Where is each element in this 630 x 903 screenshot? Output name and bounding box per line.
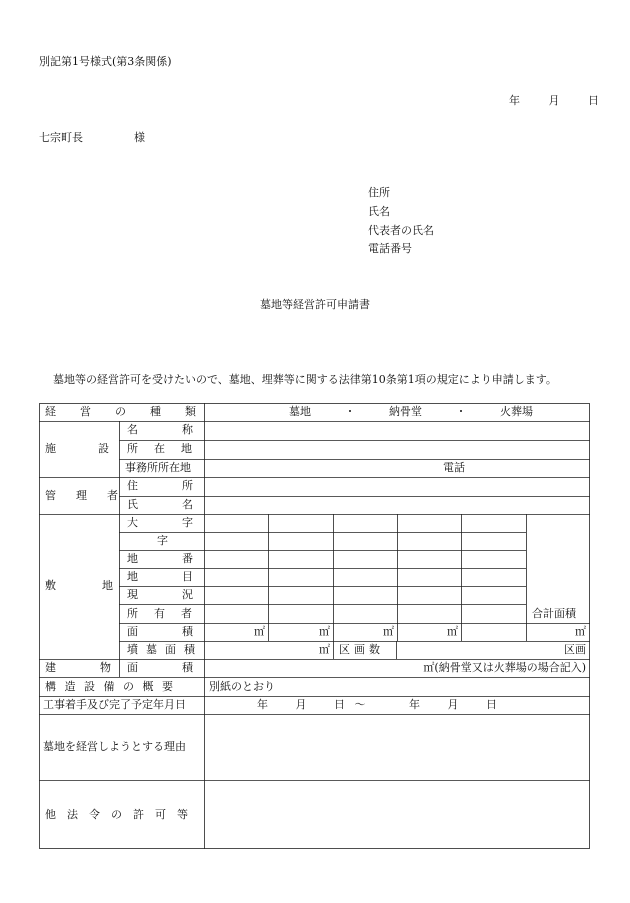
other-permits-input-area[interactable] — [206, 782, 588, 847]
sqm: ㎡ — [575, 625, 586, 638]
plots-unit: 区画 — [564, 643, 586, 656]
body-text: 墓地等の経営許可を受けたいので、墓地、埋葬等に関する法律第10条第1項の規定により申請します。 — [53, 373, 557, 386]
facility-phone-label: 電話 — [443, 461, 465, 474]
end-month: 月 — [447, 698, 459, 711]
date-year: 年 — [509, 94, 520, 107]
structure-label: 構造設備の概要 — [45, 680, 182, 693]
structure-value: 別紙のとおり — [209, 680, 275, 693]
applicant-representative: 代表者の氏名 — [368, 224, 434, 237]
option-cemetery[interactable]: 墓地 — [289, 405, 311, 418]
aza-label: 字 — [157, 534, 168, 547]
sqm: ㎡ — [447, 625, 458, 638]
date-line — [509, 92, 599, 108]
genkyo-label: 現況 — [127, 588, 237, 601]
reason-label: 墓地を経営しようとする理由 — [43, 740, 186, 753]
applicant-phone: 電話番号 — [368, 242, 412, 255]
area-unit-total — [462, 624, 586, 640]
building-note: (納骨堂又は火葬場の場合記入) — [434, 661, 586, 674]
sqm: ㎡ — [383, 625, 394, 638]
sqm: ㎡ — [254, 625, 265, 638]
document-title: 墓地等経営許可申請書 — [260, 298, 370, 311]
form-number: 別記第1号様式(第3条関係) — [39, 55, 172, 68]
sqm: ㎡ — [423, 661, 435, 674]
sqm: ㎡ — [319, 643, 330, 656]
other-permits-label: 他法令の許可等 — [45, 808, 199, 821]
type-label — [45, 404, 220, 420]
area-label: 面積 — [127, 625, 237, 638]
facility-office-label: 事務所所在地 — [125, 461, 191, 474]
start-day: 日 — [334, 698, 345, 711]
application-form-table — [39, 403, 590, 849]
site-label: 敷地 — [45, 579, 159, 592]
type-label-text: 経営の種類 — [45, 405, 220, 418]
area-unit-2 — [269, 624, 330, 640]
reason-input-area[interactable] — [206, 716, 588, 779]
plots-label: 区画数 — [339, 643, 384, 656]
date-day: 日 — [588, 94, 599, 107]
range-tilde: 〜 — [354, 698, 366, 711]
manager-label: 管理者 — [45, 489, 138, 502]
oaza-label: 大字 — [127, 516, 237, 529]
manager-address-label: 住所 — [127, 479, 237, 492]
owner-label: 所有者 — [127, 607, 208, 620]
area-unit-4 — [398, 624, 458, 640]
option-sep-2: ・ — [455, 405, 467, 418]
start-month: 月 — [295, 698, 307, 711]
addressee-suffix: 様 — [134, 131, 145, 144]
applicant-address: 住所 — [368, 186, 390, 199]
end-day: 日 — [486, 698, 497, 711]
facility-label: 施設 — [45, 442, 151, 455]
chimoku-label: 地目 — [127, 570, 237, 583]
grave-area-label: 墳墓面積 — [127, 643, 203, 656]
chiban-label: 地番 — [127, 552, 237, 565]
total-area-label: 合計面積 — [532, 607, 576, 620]
grave-area-unit — [269, 642, 330, 658]
end-year: 年 — [409, 698, 420, 711]
option-ossuary[interactable]: 納骨堂 — [389, 405, 422, 418]
applicant-name: 氏名 — [368, 205, 390, 218]
manager-name-label: 氏名 — [127, 498, 237, 511]
addressee: 七宗町長 — [39, 131, 83, 144]
area-unit-1 — [205, 624, 265, 640]
sqm: ㎡ — [319, 625, 330, 638]
building-area-label: 面積 — [127, 661, 237, 674]
building-label: 建物 — [45, 661, 155, 674]
start-year: 年 — [257, 698, 268, 711]
schedule-dates — [257, 697, 497, 713]
type-options — [289, 404, 533, 420]
date-month: 月 — [548, 94, 560, 107]
option-sep-1: ・ — [344, 405, 356, 418]
building-area-value — [205, 660, 586, 676]
schedule-label: 工事着手及び完了予定年月日 — [43, 698, 186, 711]
facility-location-label: 所在地 — [127, 442, 208, 455]
area-unit-3 — [334, 624, 394, 640]
option-crematorium[interactable]: 火葬場 — [500, 405, 533, 418]
facility-name-label: 名称 — [127, 423, 237, 436]
